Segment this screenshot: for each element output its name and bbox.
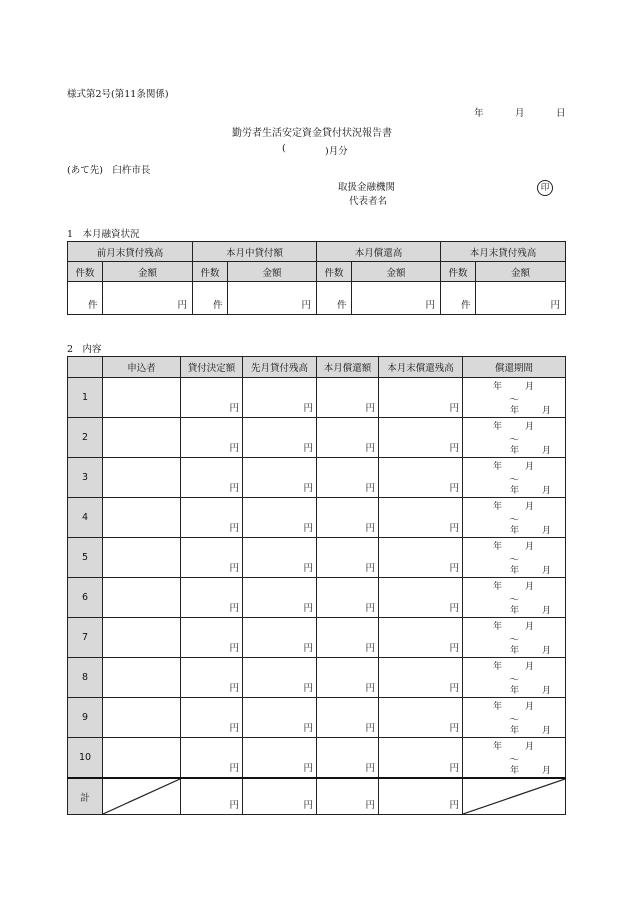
repaid-cell[interactable]	[317, 378, 379, 418]
count-cell[interactable]	[441, 282, 476, 315]
repayment-period-cell[interactable]	[463, 698, 566, 738]
group-header-loans-this-month: 本月中貸付額	[193, 242, 317, 262]
col-header-no	[68, 357, 103, 378]
prev-balance-cell[interactable]	[243, 538, 317, 578]
period-start-year: 年	[493, 622, 503, 632]
period-end-month: 月	[542, 686, 552, 696]
prev-balance-cell[interactable]	[243, 698, 317, 738]
unit-yen: 円	[229, 723, 239, 734]
row-number: 4	[68, 498, 103, 538]
entry-row	[68, 282, 566, 315]
col-header-repaid: 本月償還額	[317, 357, 379, 378]
period-start-year: 年	[493, 702, 503, 712]
addressee: (あて先) 臼杵市長	[67, 165, 151, 176]
end-balance-cell[interactable]	[379, 618, 463, 658]
applicant-cell[interactable]	[103, 698, 181, 738]
sub-header-amount: 金額	[352, 262, 441, 282]
loan-status-table	[67, 241, 566, 315]
unit-yen: 円	[365, 403, 375, 414]
amount-cell[interactable]	[228, 282, 317, 315]
month-open-paren: (	[282, 143, 286, 154]
prev-balance-cell[interactable]	[243, 418, 317, 458]
unit-yen: 円	[449, 800, 459, 811]
row-number: 2	[68, 418, 103, 458]
table-row	[68, 378, 566, 418]
details-header-row	[68, 357, 566, 378]
table-row	[68, 618, 566, 658]
loan-details-table	[67, 356, 566, 815]
unit-yen: 円	[229, 443, 239, 454]
unit-count: 件	[461, 300, 471, 311]
loan-decision-cell[interactable]	[181, 698, 243, 738]
unit-yen: 円	[229, 403, 239, 414]
applicant-cell[interactable]	[103, 618, 181, 658]
period-end-month: 月	[542, 446, 552, 456]
row-number: 10	[68, 738, 103, 779]
sub-header-row	[68, 262, 566, 282]
institution-label: 取扱金融機関	[338, 182, 396, 193]
unit-yen: 円	[229, 643, 239, 654]
repayment-period-cell[interactable]	[463, 538, 566, 578]
unit-yen: 円	[449, 523, 459, 534]
details-body	[68, 378, 566, 815]
prev-balance-cell[interactable]	[243, 578, 317, 618]
unit-yen: 円	[365, 603, 375, 614]
end-balance-cell[interactable]	[379, 658, 463, 698]
total-prev-balance[interactable]	[243, 778, 317, 815]
unit-yen: 円	[365, 483, 375, 494]
unit-yen: 円	[303, 800, 313, 811]
period-start-month: 月	[525, 742, 535, 752]
sub-header-amount: 金額	[228, 262, 317, 282]
period-end-month: 月	[542, 486, 552, 496]
unit-yen: 円	[229, 483, 239, 494]
sub-header-count: 件数	[317, 262, 352, 282]
period-end-month: 月	[542, 766, 552, 776]
section2-heading: 2 内容	[67, 344, 102, 355]
end-balance-cell[interactable]	[379, 738, 463, 779]
unit-yen: 円	[301, 300, 312, 311]
applicant-cell[interactable]	[103, 498, 181, 538]
period-start-month: 月	[525, 462, 535, 472]
period-end-year: 年	[510, 686, 520, 696]
amount-cell[interactable]	[476, 282, 566, 315]
group-header-prev-balance: 前月末貸付残高	[68, 242, 193, 262]
unit-yen: 円	[365, 800, 375, 811]
date-month-label: 月	[515, 108, 525, 119]
applicant-cell[interactable]	[103, 538, 181, 578]
unit-yen: 円	[229, 563, 239, 574]
unit-yen: 円	[365, 643, 375, 654]
group-header-repaid-this-month: 本月償還高	[317, 242, 441, 262]
date-year-label: 年	[474, 108, 484, 119]
applicant-cell[interactable]	[103, 458, 181, 498]
loan-decision-cell[interactable]	[181, 618, 243, 658]
period-end-year: 年	[510, 486, 520, 496]
repaid-cell[interactable]	[317, 578, 379, 618]
period-end-year: 年	[510, 646, 520, 656]
row-number: 3	[68, 458, 103, 498]
unit-yen: 円	[365, 563, 375, 574]
loan-decision-cell[interactable]	[181, 738, 243, 779]
repaid-cell[interactable]	[317, 658, 379, 698]
period-tilde: ～	[509, 675, 519, 686]
period-end-month: 月	[542, 406, 552, 416]
unit-yen: 円	[303, 523, 313, 534]
unit-yen: 円	[303, 443, 313, 454]
loan-decision-cell[interactable]	[181, 578, 243, 618]
diagonal-line	[463, 779, 565, 814]
unit-yen: 円	[550, 300, 561, 311]
unit-yen: 円	[365, 683, 375, 694]
period-end-month: 月	[542, 526, 552, 536]
unit-yen: 円	[449, 723, 459, 734]
unit-yen: 円	[365, 523, 375, 534]
col-header-applicant: 申込者	[103, 357, 181, 378]
applicant-cell[interactable]	[103, 578, 181, 618]
period-start-year: 年	[493, 422, 503, 432]
unit-yen: 円	[303, 483, 313, 494]
period-tilde: ～	[509, 595, 519, 606]
end-balance-cell[interactable]	[379, 578, 463, 618]
period-end-year: 年	[510, 526, 520, 536]
col-header-end-balance: 本月末償還残高	[379, 357, 463, 378]
period-tilde: ～	[509, 635, 519, 646]
unit-yen: 円	[229, 603, 239, 614]
unit-yen: 円	[229, 763, 239, 774]
date-day-label: 日	[556, 108, 566, 119]
period-end-month: 月	[542, 726, 552, 736]
row-number: 5	[68, 538, 103, 578]
end-balance-cell[interactable]	[379, 498, 463, 538]
unit-yen: 円	[229, 683, 239, 694]
count-cell[interactable]	[68, 282, 103, 315]
prev-balance-cell[interactable]	[243, 458, 317, 498]
col-header-prev-balance: 先月貸付残高	[243, 357, 317, 378]
row-number: 8	[68, 658, 103, 698]
table-row	[68, 498, 566, 538]
unit-yen: 円	[449, 683, 459, 694]
period-start-year: 年	[493, 462, 503, 472]
count-cell[interactable]	[193, 282, 228, 315]
prev-balance-cell[interactable]	[243, 498, 317, 538]
applicant-cell[interactable]	[103, 418, 181, 458]
total-repaid[interactable]	[317, 778, 379, 815]
representative-label: 代表者名	[349, 196, 388, 207]
applicant-cell[interactable]	[103, 738, 181, 779]
sub-header-count: 件数	[441, 262, 476, 282]
end-balance-cell[interactable]	[379, 458, 463, 498]
table-row	[68, 658, 566, 698]
end-balance-cell[interactable]	[379, 698, 463, 738]
total-end-balance[interactable]	[379, 778, 463, 815]
total-loan-decision[interactable]	[181, 778, 243, 815]
period-tilde: ～	[509, 755, 519, 766]
unit-yen: 円	[449, 603, 459, 614]
unit-yen: 円	[303, 643, 313, 654]
period-start-month: 月	[525, 542, 535, 552]
period-tilde: ～	[509, 475, 519, 486]
section1-heading: 1 本月融資状況	[67, 229, 140, 240]
amount-cell[interactable]	[103, 282, 193, 315]
unit-yen: 円	[449, 483, 459, 494]
unit-yen: 円	[303, 723, 313, 734]
unit-yen: 円	[177, 300, 188, 311]
period-end-year: 年	[510, 446, 520, 456]
table-row	[68, 418, 566, 458]
table-row	[68, 578, 566, 618]
repayment-period-cell[interactable]	[463, 498, 566, 538]
repaid-cell[interactable]	[317, 618, 379, 658]
period-tilde: ～	[509, 715, 519, 726]
period-end-year: 年	[510, 566, 520, 576]
loan-decision-cell[interactable]	[181, 418, 243, 458]
unit-yen: 円	[449, 763, 459, 774]
end-balance-cell[interactable]	[379, 378, 463, 418]
unit-yen: 円	[303, 763, 313, 774]
loan-decision-cell[interactable]	[181, 378, 243, 418]
period-end-year: 年	[510, 606, 520, 616]
repayment-period-cell[interactable]	[463, 738, 566, 779]
unit-yen: 円	[449, 643, 459, 654]
period-start-month: 月	[525, 622, 535, 632]
end-balance-cell[interactable]	[379, 538, 463, 578]
group-header-row	[68, 242, 566, 262]
period-end-month: 月	[542, 646, 552, 656]
seal-mark-text: 印	[540, 183, 550, 193]
sub-header-count: 件数	[68, 262, 103, 282]
period-start-month: 月	[525, 582, 535, 592]
row-number: 6	[68, 578, 103, 618]
period-tilde: ～	[509, 555, 519, 566]
unit-yen: 円	[449, 443, 459, 454]
period-tilde: ～	[509, 395, 519, 406]
period-end-year: 年	[510, 406, 520, 416]
sub-header-amount: 金額	[476, 262, 566, 282]
repaid-cell[interactable]	[317, 698, 379, 738]
period-start-year: 年	[493, 662, 503, 672]
period-end-year: 年	[510, 726, 520, 736]
unit-yen: 円	[449, 403, 459, 414]
unit-count: 件	[88, 300, 98, 311]
period-start-year: 年	[493, 382, 503, 392]
unit-yen: 円	[303, 603, 313, 614]
loan-decision-cell[interactable]	[181, 498, 243, 538]
period-start-month: 月	[525, 662, 535, 672]
unit-yen: 円	[365, 763, 375, 774]
group-header-end-balance: 本月末貸付残高	[441, 242, 566, 262]
unit-yen: 円	[365, 443, 375, 454]
document-title: 勤労者生活安定資金貸付状況報告書	[232, 128, 392, 139]
seal-mark-icon	[537, 180, 553, 196]
period-end-month: 月	[542, 566, 552, 576]
unit-yen: 円	[303, 563, 313, 574]
total-period-blank	[463, 778, 566, 815]
repayment-period-cell[interactable]	[463, 418, 566, 458]
repaid-cell[interactable]	[317, 418, 379, 458]
repayment-period-cell[interactable]	[463, 618, 566, 658]
prev-balance-cell[interactable]	[243, 618, 317, 658]
repayment-period-cell[interactable]	[463, 378, 566, 418]
table-row	[68, 698, 566, 738]
total-applicant-blank	[103, 778, 181, 815]
row-number: 1	[68, 378, 103, 418]
loan-decision-cell[interactable]	[181, 458, 243, 498]
period-tilde: ～	[509, 515, 519, 526]
period-end-month: 月	[542, 606, 552, 616]
total-row	[68, 778, 566, 815]
table-row	[68, 458, 566, 498]
repayment-period-cell[interactable]	[463, 458, 566, 498]
prev-balance-cell[interactable]	[243, 378, 317, 418]
period-start-month: 月	[525, 502, 535, 512]
period-tilde: ～	[509, 435, 519, 446]
table-row	[68, 538, 566, 578]
col-header-repayment-period: 償還期間	[463, 357, 566, 378]
col-header-loan-decision: 貸付決定額	[181, 357, 243, 378]
month-label: )月分	[325, 146, 348, 157]
repaid-cell[interactable]	[317, 498, 379, 538]
unit-yen: 円	[229, 523, 239, 534]
prev-balance-cell[interactable]	[243, 738, 317, 779]
unit-count: 件	[213, 300, 223, 311]
period-start-month: 月	[525, 702, 535, 712]
loan-decision-cell[interactable]	[181, 658, 243, 698]
count-cell[interactable]	[317, 282, 352, 315]
diagonal-line	[103, 779, 180, 814]
period-start-year: 年	[493, 542, 503, 552]
unit-yen: 円	[449, 563, 459, 574]
period-start-year: 年	[493, 742, 503, 752]
form-number: 様式第2号(第11条関係)	[67, 89, 169, 100]
row-number: 7	[68, 618, 103, 658]
repaid-cell[interactable]	[317, 538, 379, 578]
end-balance-cell[interactable]	[379, 418, 463, 458]
loan-decision-cell[interactable]	[181, 538, 243, 578]
unit-yen: 円	[303, 403, 313, 414]
unit-yen: 円	[303, 683, 313, 694]
period-start-month: 月	[525, 422, 535, 432]
repayment-period-cell[interactable]	[463, 658, 566, 698]
repaid-cell[interactable]	[317, 458, 379, 498]
period-start-year: 年	[493, 502, 503, 512]
unit-count: 件	[337, 300, 347, 311]
row-number: 9	[68, 698, 103, 738]
amount-cell[interactable]	[352, 282, 441, 315]
sub-header-count: 件数	[193, 262, 228, 282]
repaid-cell[interactable]	[317, 738, 379, 779]
unit-yen: 円	[425, 300, 436, 311]
table-row	[68, 738, 566, 779]
period-end-year: 年	[510, 766, 520, 776]
applicant-cell[interactable]	[103, 378, 181, 418]
unit-yen: 円	[365, 723, 375, 734]
applicant-cell[interactable]	[103, 658, 181, 698]
unit-yen: 円	[229, 800, 239, 811]
period-start-year: 年	[493, 582, 503, 592]
repayment-period-cell[interactable]	[463, 578, 566, 618]
prev-balance-cell[interactable]	[243, 658, 317, 698]
sub-header-amount: 金額	[103, 262, 193, 282]
period-start-month: 月	[525, 382, 535, 392]
total-label: 計	[68, 778, 103, 815]
